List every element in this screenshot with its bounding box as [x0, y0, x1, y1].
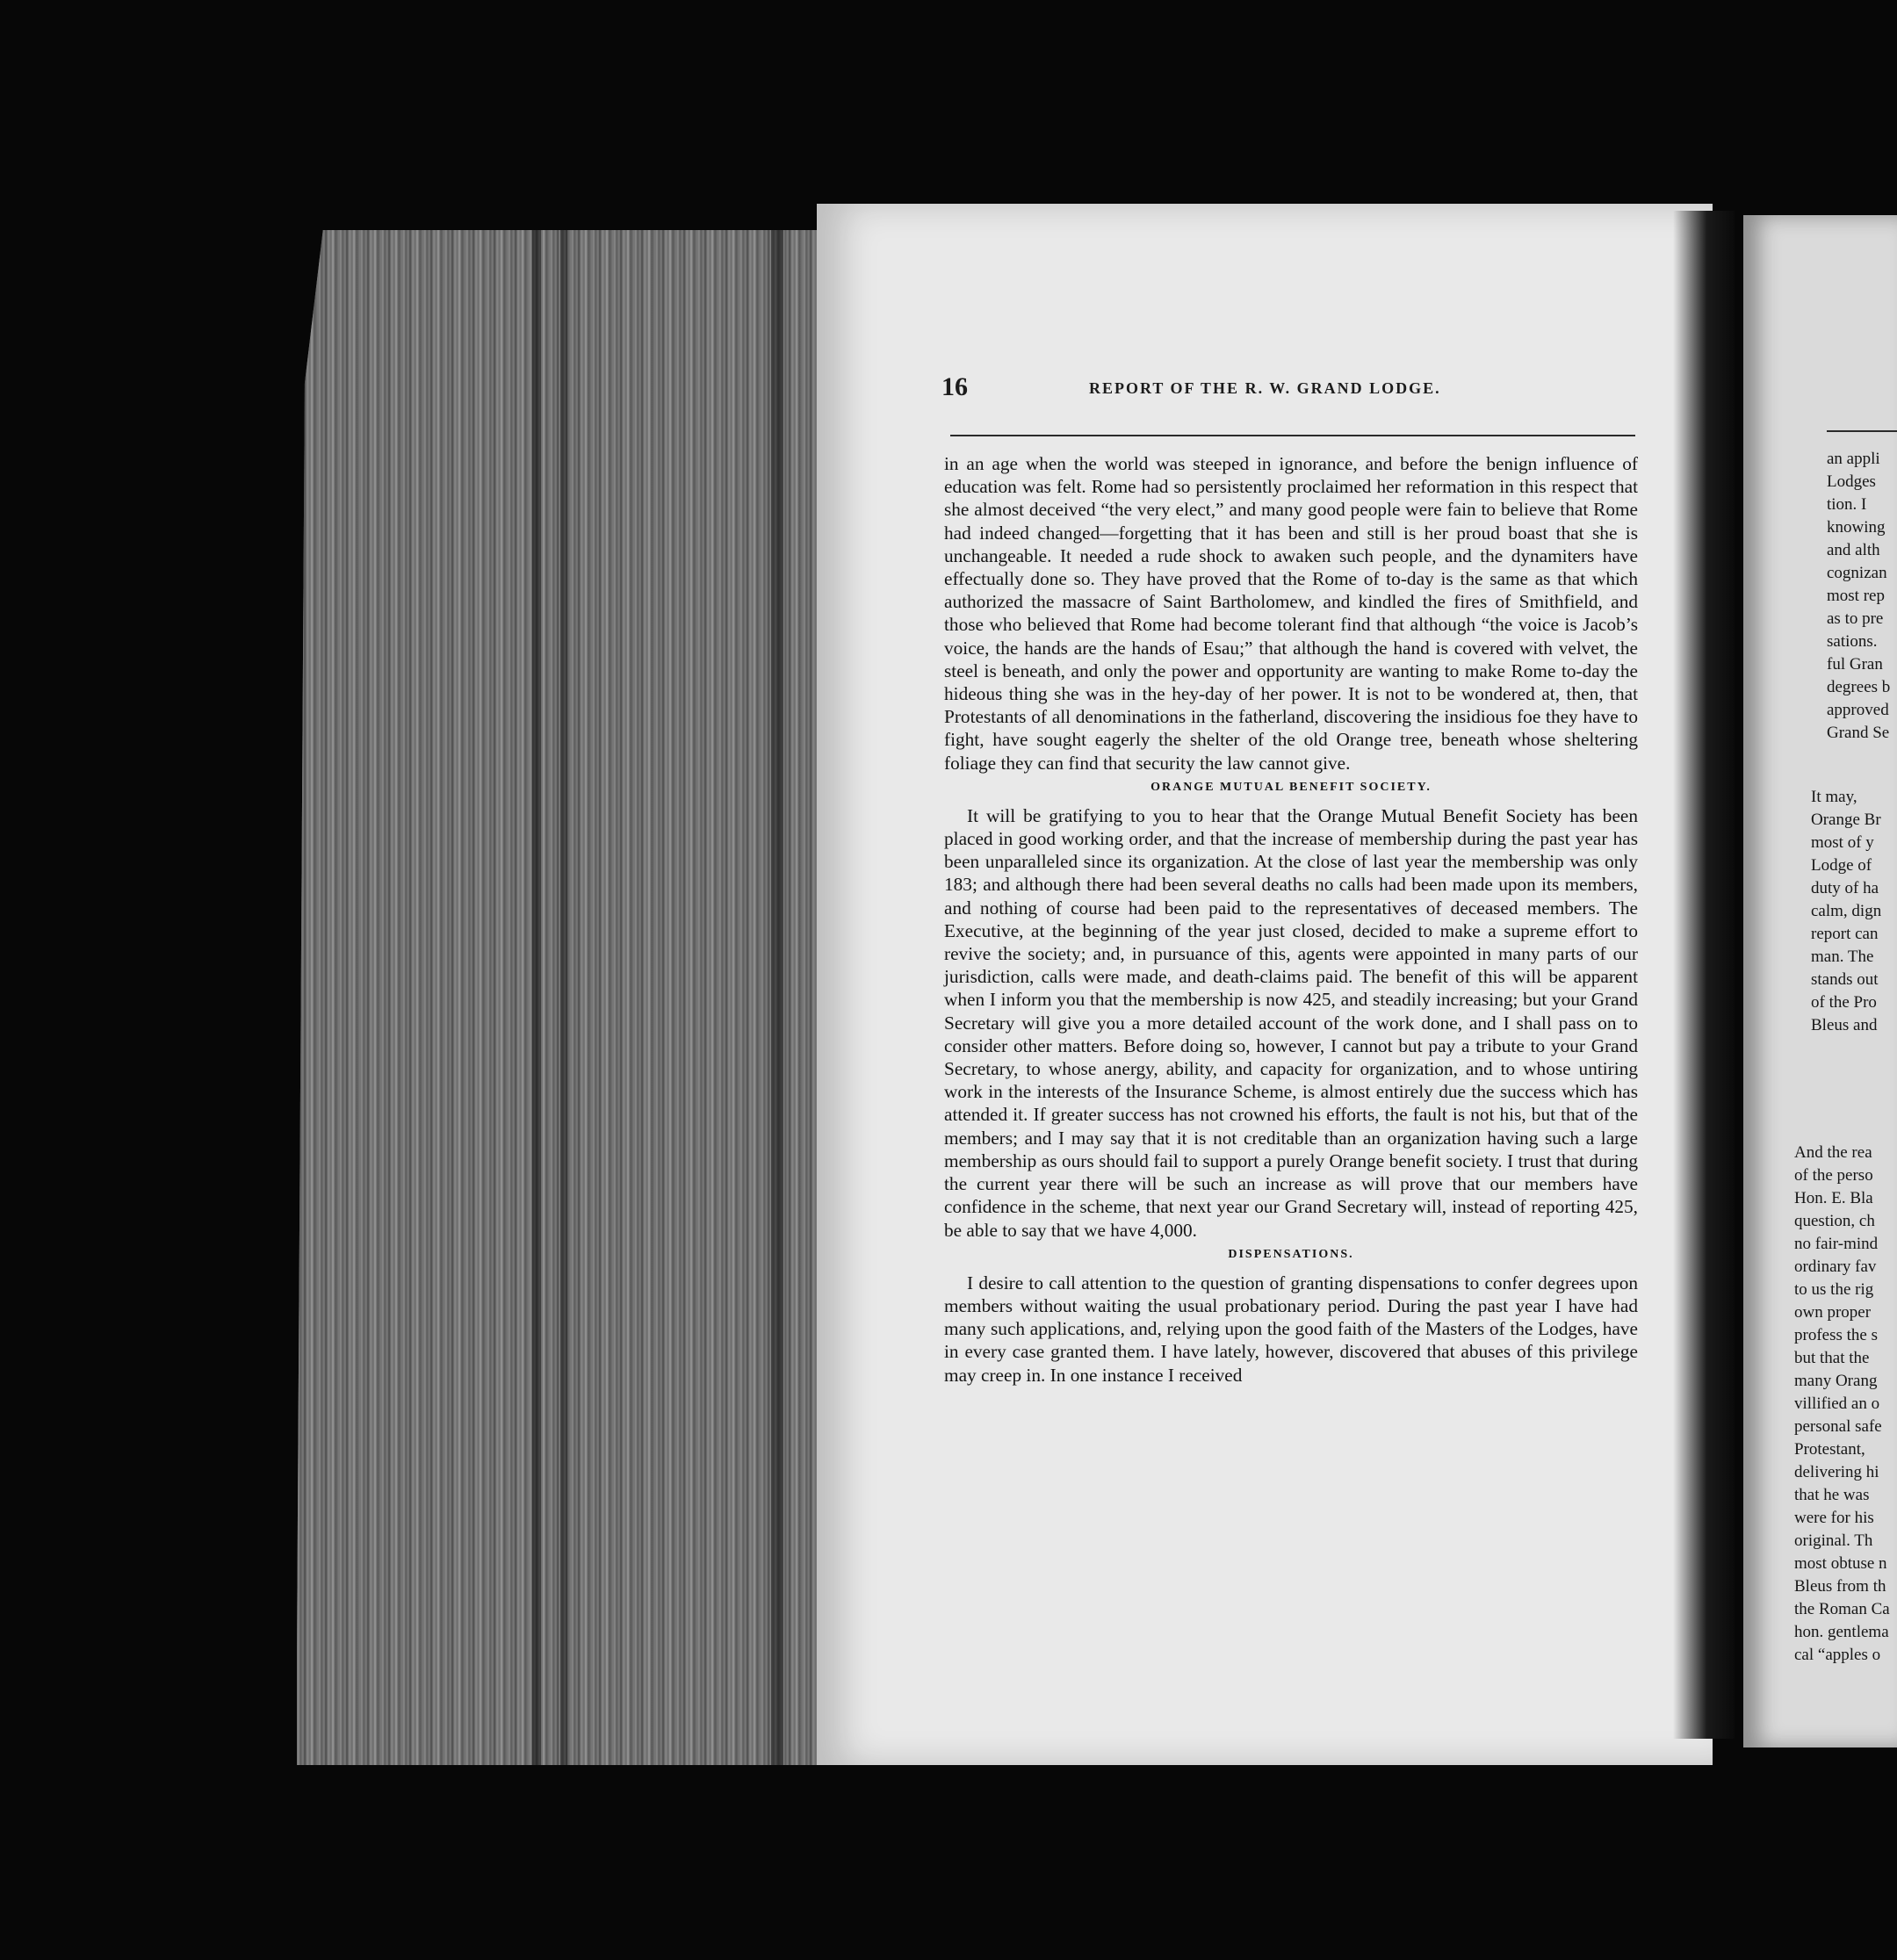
- section-heading-benefit-society: ORANGE MUTUAL BENEFIT SOCIETY.: [1150, 780, 1432, 794]
- facing-text-line: to us the rig: [1794, 1280, 1874, 1299]
- facing-text-block: [1827, 448, 1890, 745]
- facing-text-line: Protestant,: [1794, 1440, 1865, 1459]
- facing-text-line: Hon. E. Bla: [1794, 1189, 1873, 1207]
- facing-text-line: approved: [1827, 701, 1889, 719]
- facing-text-line: man. The: [1811, 948, 1874, 966]
- facing-text-line: Lodges: [1827, 472, 1876, 491]
- facing-text-line: many Orang: [1794, 1372, 1878, 1390]
- facing-header-rule: [1827, 430, 1897, 432]
- facing-text-line: no fair-mind: [1794, 1235, 1879, 1253]
- facing-text-line: most rep: [1827, 587, 1885, 605]
- facing-text-line: Orange Br: [1811, 811, 1881, 829]
- facing-text-line: villified an o: [1794, 1394, 1880, 1413]
- facing-page: [1743, 215, 1897, 1747]
- paragraph-dispensations: I desire to call attention to the question of granting dispensations to confer degrees upon members without waiting the usual probationary period. During the past year I have had many such applications, and, relying upon the good faith of the Masters of the Lodges, have in every case granted them. I have lately, however, discovered that abuses of this privilege may creep in. In one instance I received: [944, 1272, 1638, 1386]
- facing-text-line: delivering hi: [1794, 1463, 1879, 1481]
- book-page-edges: [297, 230, 819, 1765]
- facing-text-line: and alth: [1827, 541, 1880, 559]
- facing-text-block: [1811, 786, 1881, 1037]
- gutter-shadow: [1673, 211, 1735, 1739]
- running-head: REPORT OF THE R. W. GRAND LODGE.: [1089, 379, 1441, 397]
- facing-text-line: own proper: [1794, 1303, 1872, 1322]
- facing-text-line: cognizan: [1827, 564, 1887, 582]
- header-rule: [950, 435, 1635, 436]
- facing-text-line: Lodge of: [1811, 856, 1872, 875]
- facing-text-line: cal “apples o: [1794, 1646, 1881, 1664]
- facing-text-line: profess the s: [1794, 1326, 1878, 1344]
- facing-text-line: the Roman Ca: [1794, 1600, 1890, 1618]
- facing-text-line: but that the: [1794, 1349, 1870, 1367]
- facing-text-line: hon. gentlema: [1794, 1623, 1889, 1641]
- facing-text-line: Bleus and: [1811, 1016, 1878, 1034]
- paragraph-benefit-society: It will be gratifying to you to hear that the Orange Mutual Benefit Society has been placed in good working order, and that the increase of membership during the past year has been unparalleled since its organization. At the close of last year the membership was only 183; and although there had been several deaths no calls had been made upon its members, and nothing of course had been paid to the representatives of deceased members. The Executive, at the beginning of the year just closed, decided to make a supreme effort to revive the society; and, in pursuance of this, agents were appointed in many parts of our jurisdiction, calls were made, and death-claims paid. The benefit of this will be apparent when I inform you that the membership is now 425, and steadily increasing; but your Grand Secretary will give you a more detailed account of the work done, and I shall pass on to consider other matters. Before doing so, however, I cannot but pay a tribute to your Grand Secretary, to whose anergy, ability, and capacity for organization, and to whose untiring work in the interests of the Insurance Scheme, is almost entirely due the success which has attended it. If greater success has not crowned his efforts, the fault is not his, but that of the members; and I may say that it is not creditable than an organization having such a large membership as ours should fail to support a purely Orange benefit society. I trust that during the current year there will be such an increase as will prove that our members have confidence in the scheme, that next year our Grand Secretary will, instead of reporting 425, be able to say that we have 4,000.: [944, 804, 1638, 1241]
- page-number: 16: [941, 372, 968, 401]
- edge-band: [560, 230, 567, 1765]
- facing-text-line: personal safe: [1794, 1417, 1882, 1436]
- paragraph-rome: in an age when the world was steeped in ignorance, and before the benign influence of education was felt. Rome had so persistently proclaimed her reformation in this respect that she almost deceived “the very elect,” and many good people were fain to believe that Rome had indeed changed—forgetting that it has been and still is her proud boast that she is unchangeable. It needed a rude shock to awaken such people, and the dynamiters have effectually done so. They have proved that the Rome of to-day is the same as that which authorized the massacre of Saint Bartholomew, and kindled the fires of Smithfield, and those who believed that Rome had become tolerant find that although “the voice is Jacob’s voice, the hands are the hands of Esau;” that although the hand is covered with velvet, the steel is beneath, and only the power and opportunity are wanting to make Rome to-day the hideous thing she was in the hey-day of her power. It is not to be wondered at, then, that Protestants of all denominations in the fatherland, discovering the insidious foe they have to fight, have sought eagerly the shelter of the old Orange tree, beneath whose sheltering foliage they can find that security the law cannot give.: [944, 453, 1638, 774]
- facing-text-line: sations.: [1827, 632, 1878, 651]
- facing-text-line: most obtuse n: [1794, 1554, 1887, 1573]
- facing-text-line: of the Pro: [1811, 993, 1877, 1012]
- facing-text-block: [1794, 1142, 1890, 1667]
- facing-text-line: duty of ha: [1811, 879, 1879, 897]
- facing-text-line: And the rea: [1794, 1143, 1872, 1162]
- facing-text-line: most of y: [1811, 833, 1874, 852]
- facing-text-line: ordinary fav: [1794, 1257, 1877, 1276]
- page-header: [941, 369, 1644, 413]
- facing-text-line: report can: [1811, 925, 1879, 943]
- facing-text-line: as to pre: [1827, 609, 1884, 628]
- facing-text-line: ful Gran: [1827, 655, 1883, 674]
- facing-text-line: question, ch: [1794, 1212, 1875, 1230]
- edge-band: [532, 230, 541, 1765]
- facing-text-line: were for his: [1794, 1509, 1874, 1527]
- facing-text-line: original. Th: [1794, 1531, 1873, 1550]
- facing-text-line: knowing: [1827, 518, 1886, 537]
- section-heading-dispensations: DISPENSATIONS.: [1228, 1247, 1354, 1261]
- facing-text-line: Bleus from th: [1794, 1577, 1886, 1596]
- facing-text-line: degrees b: [1827, 678, 1891, 696]
- edge-band: [771, 230, 783, 1765]
- facing-text-line: It may,: [1811, 788, 1857, 806]
- facing-text-line: calm, dign: [1811, 902, 1882, 920]
- facing-text-line: an appli: [1827, 450, 1880, 468]
- facing-text-line: stands out: [1811, 970, 1879, 989]
- body-text: [944, 452, 1638, 1387]
- facing-text-line: of the perso: [1794, 1166, 1873, 1185]
- facing-text-line: Grand Se: [1827, 724, 1890, 742]
- facing-text-line: that he was: [1794, 1486, 1870, 1504]
- facing-text-line: tion. I: [1827, 495, 1867, 514]
